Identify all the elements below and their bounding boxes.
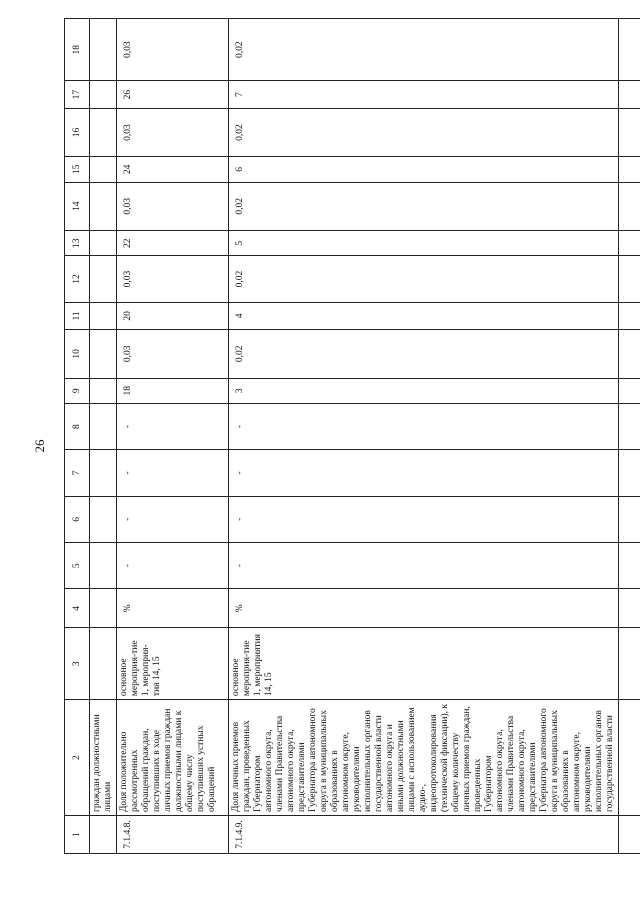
header-cell: 15	[65, 157, 90, 182]
indicator-name: Доля положительно рассмотренных обращений граждан, поступивших в ходе личных приемов граждан должностными лицами к общему числу поступивших устных обращений	[117, 700, 229, 816]
header-cell: 5	[65, 543, 90, 589]
header-cell: 16	[65, 108, 90, 156]
value-cell: 18	[117, 378, 229, 403]
header-cell: 10	[65, 330, 90, 378]
header-cell: 1	[65, 816, 90, 854]
header-cell: 6	[65, 496, 90, 542]
header-row	[65, 19, 90, 854]
header-cell: 13	[65, 231, 90, 256]
value-cell: 0,02	[229, 256, 619, 302]
header-cell: 18	[65, 19, 90, 81]
value-cell: 6	[229, 157, 619, 182]
value-cell: 0,03	[117, 19, 229, 81]
row-number: 7.1.4.8.	[117, 816, 229, 854]
value-cell: 0,03	[117, 256, 229, 302]
rotated-table-wrapper	[64, 18, 640, 854]
value-cell: 20	[117, 302, 229, 329]
header-cell: 3	[65, 628, 90, 700]
header-cell: 9	[65, 378, 90, 403]
header-cell: 8	[65, 403, 90, 449]
unit: %	[117, 589, 229, 628]
header-cell: 4	[65, 589, 90, 628]
value-cell: -	[229, 450, 619, 496]
section-row	[90, 19, 117, 854]
value-cell: 0,02	[229, 19, 619, 81]
value-cell: -	[229, 403, 619, 449]
value-cell: 26	[117, 81, 229, 108]
header-cell: 11	[65, 302, 90, 329]
header-cell: 7	[65, 450, 90, 496]
value-cell: -	[117, 543, 229, 589]
basis: основное мероприя-тие 1, мероприя-тия 14, 15	[117, 628, 229, 700]
empty-row	[619, 19, 640, 854]
value-cell: 3	[229, 378, 619, 403]
value-cell: -	[117, 496, 229, 542]
table-row	[117, 19, 229, 854]
value-cell: 7	[229, 81, 619, 108]
value-cell: -	[117, 450, 229, 496]
header-cell: 14	[65, 182, 90, 230]
value-cell: 0,02	[229, 108, 619, 156]
table-row	[229, 19, 619, 854]
value-cell: -	[117, 403, 229, 449]
value-cell: 0,03	[117, 182, 229, 230]
value-cell: 4	[229, 302, 619, 329]
unit: %	[229, 589, 619, 628]
indicators-table	[64, 18, 640, 854]
header-cell: 17	[65, 81, 90, 108]
value-cell: 0,02	[229, 330, 619, 378]
value-cell: -	[229, 496, 619, 542]
header-cell: 2	[65, 700, 90, 816]
indicator-name: Доля личных приемов граждан, проведенных Губернатором автономного округа, членами Правительства автономного округа, представителями Губернатора автономного округа в муниципальных образованиях в автономном округе, руководителями исполнительных органов государственной власти автономного округа и иными должностными лицами с использованием аудио-, видеопротоколирования (технической фиксации), к общему количеству личных приемов граждан, проведенных Губернатором автономного округа, членами Правительства автономного округа, представителями Губернатора автономного округа в муниципальных образованиях в автономном округе, руководителями исполнительных органов государственной власти	[229, 700, 619, 816]
value-cell: 0,03	[117, 330, 229, 378]
value-cell: 22	[117, 231, 229, 256]
value-cell: 24	[117, 157, 229, 182]
row-number: 7.1.4.9.	[229, 816, 619, 854]
page-number: 26	[32, 439, 47, 453]
value-cell: 0,02	[229, 182, 619, 230]
value-cell: 5	[229, 231, 619, 256]
value-cell: 0,03	[117, 108, 229, 156]
value-cell: -	[229, 543, 619, 589]
header-cell: 12	[65, 256, 90, 302]
basis: основное мероприя-тие 1, мероприятия 14, 15	[229, 628, 619, 700]
section-label: граждан должностными лицами	[90, 700, 117, 816]
